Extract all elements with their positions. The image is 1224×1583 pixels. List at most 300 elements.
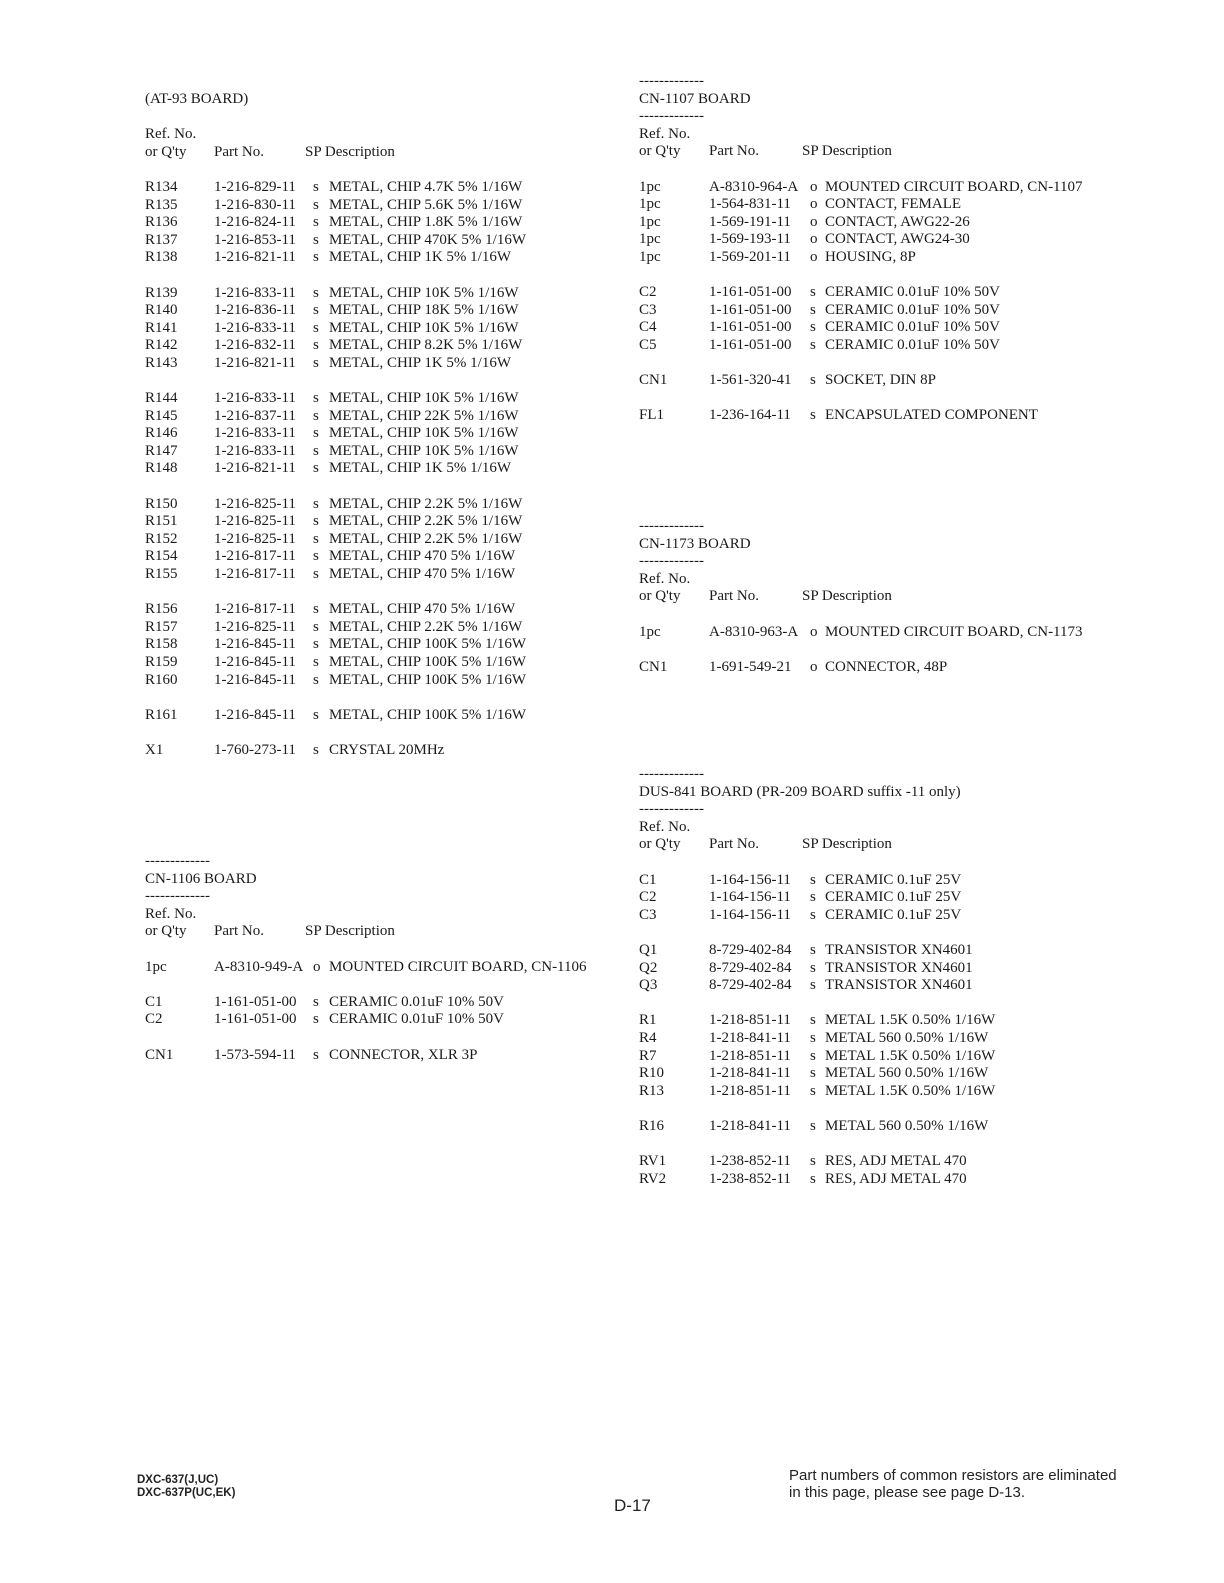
- description: METAL, CHIP 2.2K 5% 1/16W: [329, 530, 523, 547]
- group-spacer: [639, 1100, 961, 1118]
- sp-code: s: [810, 1065, 816, 1082]
- parts-row: [639, 178, 1083, 197]
- description: METAL, CHIP 18K 5% 1/16W: [329, 302, 519, 319]
- sp-code: s: [313, 636, 319, 653]
- ref-no: R1: [639, 1012, 657, 1029]
- column-header-row-1: [145, 906, 257, 924]
- part-no: 1-216-833-11: [214, 442, 296, 459]
- description: METAL, CHIP 1K 5% 1/16W: [329, 249, 511, 266]
- sp-code: s: [313, 407, 319, 424]
- parts-row: [145, 354, 511, 373]
- part-no: 1-216-833-11: [214, 425, 296, 442]
- part-no: 8-729-402-84: [709, 941, 792, 958]
- sp-code: s: [313, 601, 319, 618]
- header-part-no: Part No.: [214, 143, 264, 160]
- footer-note-line-1: Part numbers of common resistors are eliminated: [789, 1467, 1117, 1484]
- part-no: 1-164-156-11: [709, 889, 791, 906]
- parts-row: [145, 231, 526, 250]
- parts-row: [639, 959, 973, 978]
- group-spacer: [145, 1029, 257, 1047]
- column-header-row-2: [639, 836, 961, 854]
- group-spacer: [639, 1135, 961, 1153]
- parts-row: [145, 460, 511, 478]
- parts-row: [145, 337, 523, 355]
- parts-row: [145, 390, 519, 408]
- dash-line: [145, 888, 257, 906]
- board-title: CN-1173 BOARD: [639, 535, 751, 552]
- ref-no: R147: [145, 442, 178, 459]
- group-spacer: [639, 267, 751, 285]
- ref-no: R158: [145, 636, 178, 653]
- part-no: 1-216-845-11: [214, 636, 296, 653]
- ref-no: R139: [145, 284, 178, 301]
- group-spacer: [639, 606, 751, 624]
- description: METAL, CHIP 5.6K 5% 1/16W: [329, 196, 523, 213]
- sp-code: s: [313, 178, 319, 195]
- footer-note-line-2: in this page, please see page D-13.: [789, 1484, 1025, 1501]
- parts-row: [639, 301, 1001, 320]
- description: CERAMIC 0.01uF 10% 50V: [825, 319, 1001, 336]
- sp-code: s: [313, 530, 319, 547]
- model-numbers: [137, 1474, 235, 1499]
- part-no: 1-161-051-00: [214, 1011, 297, 1028]
- sp-code: s: [810, 407, 816, 424]
- group-spacer: [145, 267, 248, 285]
- part-no: 1-161-051-00: [709, 301, 792, 318]
- parts-row: [145, 425, 519, 443]
- part-no: 1-216-853-11: [214, 231, 296, 248]
- description: METAL, CHIP 22K 5% 1/16W: [329, 407, 519, 424]
- column-header-row-2: [639, 143, 892, 161]
- header-ref-no: Ref. No.: [639, 570, 691, 587]
- board-title-row: [145, 871, 257, 889]
- ref-no: R150: [145, 495, 178, 512]
- part-no: 1-164-156-11: [709, 906, 791, 923]
- ref-no: R13: [639, 1082, 665, 1099]
- parts-row: [145, 495, 523, 514]
- dash-text: -------------: [639, 801, 704, 818]
- part-no: 1-569-201-11: [709, 248, 791, 265]
- sp-code: s: [313, 390, 319, 407]
- part-no: 1-216-832-11: [214, 337, 296, 354]
- sp-code: s: [810, 1153, 816, 1170]
- description: MOUNTED CIRCUIT BOARD, CN-1106: [329, 958, 587, 975]
- sp-code: s: [810, 1117, 816, 1134]
- ref-no: CN1: [639, 658, 668, 675]
- parts-row: [145, 548, 516, 566]
- part-no: 1-161-051-00: [709, 336, 792, 353]
- dash-text: -------------: [639, 766, 704, 782]
- part-no: 1-569-191-11: [709, 213, 791, 230]
- part-no: 1-216-817-11: [214, 548, 296, 565]
- part-no: 1-216-845-11: [214, 706, 296, 723]
- part-no: 1-216-845-11: [214, 654, 296, 670]
- parts-row: [639, 977, 973, 995]
- ref-no: RV1: [639, 1153, 667, 1170]
- parts-row: [145, 214, 523, 232]
- ref-no: CN1: [145, 1046, 174, 1063]
- ref-no: R141: [145, 319, 178, 336]
- board-title-row: [639, 536, 751, 554]
- part-no: 1-236-164-11: [709, 407, 791, 424]
- group-spacer: [145, 724, 248, 742]
- dash-line: [639, 801, 961, 819]
- parts-row: [639, 319, 1001, 337]
- description: METAL 560 0.50% 1/16W: [825, 1029, 989, 1046]
- ref-no: R155: [145, 566, 178, 583]
- part-no: 8-729-402-84: [709, 977, 792, 994]
- dash-text: -------------: [639, 518, 704, 534]
- parts-row: [639, 1082, 996, 1101]
- part-no: 1-164-156-11: [709, 871, 791, 888]
- description: METAL, CHIP 470 5% 1/16W: [329, 548, 516, 565]
- ref-no: R134: [145, 178, 178, 195]
- description: METAL, CHIP 8.2K 5% 1/16W: [329, 337, 523, 354]
- sp-code: s: [313, 442, 319, 459]
- ref-no: 1pc: [639, 231, 661, 248]
- parts-row: [145, 530, 523, 549]
- ref-no: 1pc: [639, 196, 661, 213]
- sp-code: o: [810, 231, 818, 248]
- ref-no: CN1: [639, 372, 668, 389]
- part-no: 1-216-825-11: [214, 618, 296, 635]
- description: CERAMIC 0.1uF 25V: [825, 906, 962, 923]
- description: METAL, CHIP 4.7K 5% 1/16W: [329, 178, 523, 195]
- part-no: 1-216-824-11: [214, 214, 296, 231]
- description: METAL, CHIP 2.2K 5% 1/16W: [329, 513, 523, 530]
- parts-row: [145, 741, 445, 760]
- description: CONNECTOR, XLR 3P: [329, 1046, 478, 1063]
- header-description: SP Description: [305, 143, 395, 160]
- ref-no: R154: [145, 548, 178, 565]
- part-no: 1-216-837-11: [214, 407, 296, 424]
- parts-row: [145, 654, 526, 672]
- sp-code: s: [810, 336, 816, 353]
- part-no: 1-216-833-11: [214, 390, 296, 407]
- ref-no: R145: [145, 407, 178, 424]
- dash-text: -------------: [639, 73, 704, 89]
- ref-no: C5: [639, 336, 657, 353]
- parts-row: [145, 601, 516, 619]
- dash-text: -------------: [145, 888, 210, 905]
- parts-row: [639, 872, 961, 890]
- sp-code: o: [810, 658, 818, 675]
- part-no: 1-238-852-11: [709, 1153, 791, 1170]
- sp-code: s: [810, 319, 816, 336]
- sp-code: o: [810, 178, 818, 195]
- parts-row: [639, 284, 1001, 302]
- header-qty: or Q'ty: [639, 836, 681, 853]
- ref-no: R143: [145, 354, 178, 371]
- ref-no: R151: [145, 513, 178, 530]
- part-no: 1-218-851-11: [709, 1047, 791, 1064]
- sp-code: s: [313, 425, 319, 442]
- description: RES, ADJ METAL 470: [825, 1153, 967, 1170]
- column-header-row-1: [145, 126, 248, 144]
- group-spacer: [639, 641, 751, 659]
- ref-no: R144: [145, 390, 178, 407]
- description: METAL, CHIP 100K 5% 1/16W: [329, 706, 526, 723]
- sp-code: s: [313, 337, 319, 354]
- header-part-no: Part No.: [709, 588, 759, 605]
- sp-code: o: [810, 248, 818, 265]
- description: METAL 1.5K 0.50% 1/16W: [825, 1082, 996, 1099]
- part-no: A-8310-949-A: [214, 958, 304, 975]
- column-header-row-2: [639, 588, 892, 606]
- part-no: 1-216-836-11: [214, 302, 296, 319]
- sp-code: s: [810, 959, 816, 976]
- description: TRANSISTOR XN4601: [825, 941, 973, 958]
- group-spacer: [639, 355, 751, 373]
- group-spacer: [145, 976, 257, 994]
- description: METAL, CHIP 100K 5% 1/16W: [329, 671, 526, 688]
- sp-code: s: [810, 372, 816, 389]
- part-no: 1-218-841-11: [709, 1065, 791, 1082]
- sp-code: s: [313, 319, 319, 336]
- part-no: 1-564-831-11: [709, 196, 791, 213]
- sp-code: s: [810, 1029, 816, 1046]
- dash-text: -------------: [639, 553, 704, 570]
- sp-code: s: [810, 1012, 816, 1029]
- ref-no: C1: [639, 871, 657, 888]
- parts-row: [639, 1047, 996, 1066]
- section-dus841: [639, 766, 996, 1188]
- part-no: 1-573-594-11: [214, 1046, 296, 1063]
- description: METAL, CHIP 100K 5% 1/16W: [329, 636, 526, 653]
- sp-code: o: [810, 213, 818, 230]
- dash-line: [639, 73, 751, 91]
- part-no: A-8310-964-A: [709, 178, 799, 195]
- board-title-row: [145, 91, 248, 109]
- description: HOUSING, 8P: [825, 248, 916, 265]
- parts-row: [639, 231, 970, 249]
- description: METAL, CHIP 10K 5% 1/16W: [329, 284, 519, 301]
- group-spacer: [639, 854, 961, 872]
- header-ref-no: Ref. No.: [145, 905, 197, 922]
- group-spacer: [145, 584, 248, 602]
- parts-row: [639, 196, 962, 214]
- sp-code: o: [313, 958, 321, 975]
- parts-row: [639, 623, 1083, 642]
- group-spacer: [639, 390, 751, 408]
- ref-no: R4: [639, 1029, 657, 1046]
- ref-no: Q2: [639, 959, 658, 976]
- parts-row: [639, 941, 973, 960]
- parts-row: [145, 407, 519, 426]
- parts-row: [639, 248, 916, 267]
- description: METAL, CHIP 10K 5% 1/16W: [329, 390, 519, 407]
- sp-code: s: [810, 301, 816, 318]
- description: SOCKET, DIN 8P: [825, 372, 936, 389]
- ref-no: 1pc: [639, 248, 661, 265]
- parts-row: [145, 196, 523, 215]
- column-header-row-1: [639, 819, 961, 837]
- ref-no: R152: [145, 530, 178, 547]
- ref-no: 1pc: [639, 213, 661, 230]
- ref-no: C3: [639, 906, 657, 923]
- sp-code: s: [810, 871, 816, 888]
- sp-code: s: [313, 654, 319, 670]
- part-no: 1-216-833-11: [214, 284, 296, 301]
- parts-row: [639, 1170, 967, 1189]
- sp-code: s: [810, 941, 816, 958]
- ref-no: R156: [145, 601, 178, 618]
- parts-row: [145, 249, 511, 267]
- group-spacer: [145, 373, 248, 391]
- board-title: (AT-93 BOARD): [145, 91, 249, 107]
- parts-row: [639, 1153, 967, 1171]
- ref-no: R7: [639, 1047, 657, 1064]
- ref-no: R137: [145, 231, 178, 248]
- parts-row: [639, 372, 936, 390]
- section-at93: [145, 91, 526, 760]
- description: CERAMIC 0.01uF 10% 50V: [825, 301, 1001, 318]
- sp-code: s: [313, 495, 319, 512]
- description: METAL, CHIP 1.8K 5% 1/16W: [329, 214, 523, 231]
- description: METAL, CHIP 1K 5% 1/16W: [329, 460, 511, 477]
- part-no: 1-218-851-11: [709, 1082, 791, 1099]
- description: CONNECTOR, 48P: [825, 658, 948, 675]
- part-no: 1-216-821-11: [214, 249, 296, 266]
- part-no: 1-760-273-11: [214, 741, 296, 758]
- ref-no: 1pc: [145, 958, 167, 975]
- ref-no: 1pc: [639, 623, 661, 640]
- ref-no: RV2: [639, 1170, 667, 1187]
- sp-code: s: [313, 196, 319, 213]
- parts-row: [639, 1029, 989, 1048]
- ref-no: R157: [145, 618, 178, 635]
- dash-line: [639, 766, 961, 784]
- footer-note: [789, 1467, 1117, 1501]
- sp-code: s: [313, 741, 319, 758]
- header-ref-no: Ref. No.: [639, 125, 691, 142]
- header-ref-no: Ref. No.: [145, 126, 197, 143]
- description: METAL, CHIP 10K 5% 1/16W: [329, 442, 519, 459]
- ref-no: R135: [145, 196, 178, 213]
- description: CERAMIC 0.01uF 10% 50V: [825, 336, 1001, 353]
- header-part-no: Part No.: [709, 143, 759, 160]
- sp-code: s: [313, 548, 319, 565]
- dash-text: -------------: [639, 108, 704, 125]
- header-part-no: Part No.: [709, 836, 759, 853]
- part-no: 1-216-825-11: [214, 530, 296, 547]
- parts-row: [639, 889, 961, 907]
- ref-no: C4: [639, 319, 657, 336]
- ref-no: C2: [145, 1011, 163, 1028]
- description: CRYSTAL 20MHz: [329, 741, 445, 758]
- part-no: 1-216-817-11: [214, 601, 296, 618]
- part-no: 1-216-829-11: [214, 178, 296, 195]
- description: METAL, CHIP 470K 5% 1/16W: [329, 231, 526, 248]
- description: CERAMIC 0.1uF 25V: [825, 889, 962, 906]
- part-no: 1-218-841-11: [709, 1117, 791, 1134]
- dash-line: [639, 553, 751, 571]
- parts-row: [639, 658, 948, 677]
- parts-row: [145, 302, 519, 320]
- description: MOUNTED CIRCUIT BOARD, CN-1173: [825, 623, 1083, 640]
- group-spacer: [639, 924, 961, 942]
- part-no: 1-216-825-11: [214, 495, 296, 512]
- parts-row: [639, 907, 961, 925]
- section-cn1173: [639, 518, 1083, 676]
- sp-code: o: [810, 623, 818, 640]
- sp-code: s: [810, 1082, 816, 1099]
- group-spacer: [639, 995, 961, 1013]
- sp-code: s: [313, 993, 319, 1010]
- header-qty: or Q'ty: [145, 923, 187, 940]
- parts-row: [145, 566, 516, 584]
- ref-no: Q1: [639, 941, 658, 958]
- description: CONTACT, AWG24-30: [825, 231, 970, 248]
- header-description: SP Description: [802, 836, 892, 853]
- ref-no: R136: [145, 214, 178, 231]
- parts-row: [145, 178, 523, 197]
- sp-code: s: [313, 460, 319, 477]
- column-header-row-1: [639, 571, 751, 589]
- ref-no: Q3: [639, 977, 658, 994]
- column-header-row-1: [639, 126, 751, 144]
- description: METAL, CHIP 1K 5% 1/16W: [329, 354, 511, 371]
- parts-row: [145, 706, 526, 725]
- sp-code: s: [810, 1047, 816, 1064]
- sp-code: s: [810, 1170, 816, 1187]
- description: CERAMIC 0.1uF 25V: [825, 871, 962, 888]
- ref-no: R140: [145, 302, 178, 319]
- part-no: A-8310-963-A: [709, 623, 799, 640]
- group-spacer: [145, 161, 248, 179]
- part-no: 1-216-830-11: [214, 196, 296, 213]
- sp-code: s: [313, 284, 319, 301]
- header-qty: or Q'ty: [639, 588, 681, 605]
- description: CERAMIC 0.01uF 10% 50V: [825, 284, 1001, 301]
- description: METAL 1.5K 0.50% 1/16W: [825, 1047, 996, 1064]
- dash-line: [639, 108, 751, 126]
- description: CONTACT, FEMALE: [825, 196, 962, 213]
- board-title: CN-1106 BOARD: [145, 870, 257, 887]
- description: METAL, CHIP 100K 5% 1/16W: [329, 654, 526, 670]
- ref-no: 1pc: [639, 178, 661, 195]
- part-no: 1-161-051-00: [709, 284, 792, 301]
- parts-row: [145, 319, 519, 338]
- description: CERAMIC 0.01uF 10% 50V: [329, 993, 505, 1010]
- part-no: 1-569-193-11: [709, 231, 791, 248]
- part-no: 8-729-402-84: [709, 959, 792, 976]
- ref-no: R16: [639, 1117, 665, 1134]
- ref-no: R159: [145, 654, 178, 670]
- sp-code: s: [313, 1011, 319, 1028]
- sp-code: s: [313, 1046, 319, 1063]
- board-title-row: [639, 784, 961, 802]
- sp-code: s: [313, 618, 319, 635]
- parts-row: [639, 1012, 996, 1030]
- part-no: 1-216-817-11: [214, 566, 296, 583]
- description: MOUNTED CIRCUIT BOARD, CN-1107: [825, 178, 1083, 195]
- model-number-1: DXC-637(J,UC): [137, 1474, 219, 1486]
- part-no: 1-691-549-21: [709, 658, 792, 675]
- part-no: 1-218-851-11: [709, 1012, 791, 1029]
- ref-no: R161: [145, 706, 178, 723]
- parts-row: [145, 993, 505, 1012]
- ref-no: C2: [639, 284, 657, 301]
- sp-code: s: [313, 566, 319, 583]
- part-no: 1-161-051-00: [709, 319, 792, 336]
- sp-code: s: [313, 302, 319, 319]
- header-ref-no: Ref. No.: [639, 818, 691, 835]
- part-no: 1-561-320-41: [709, 372, 792, 389]
- parts-row: [639, 407, 1038, 425]
- sp-code: s: [810, 906, 816, 923]
- model-number-2: DXC-637P(UC,EK): [137, 1486, 236, 1499]
